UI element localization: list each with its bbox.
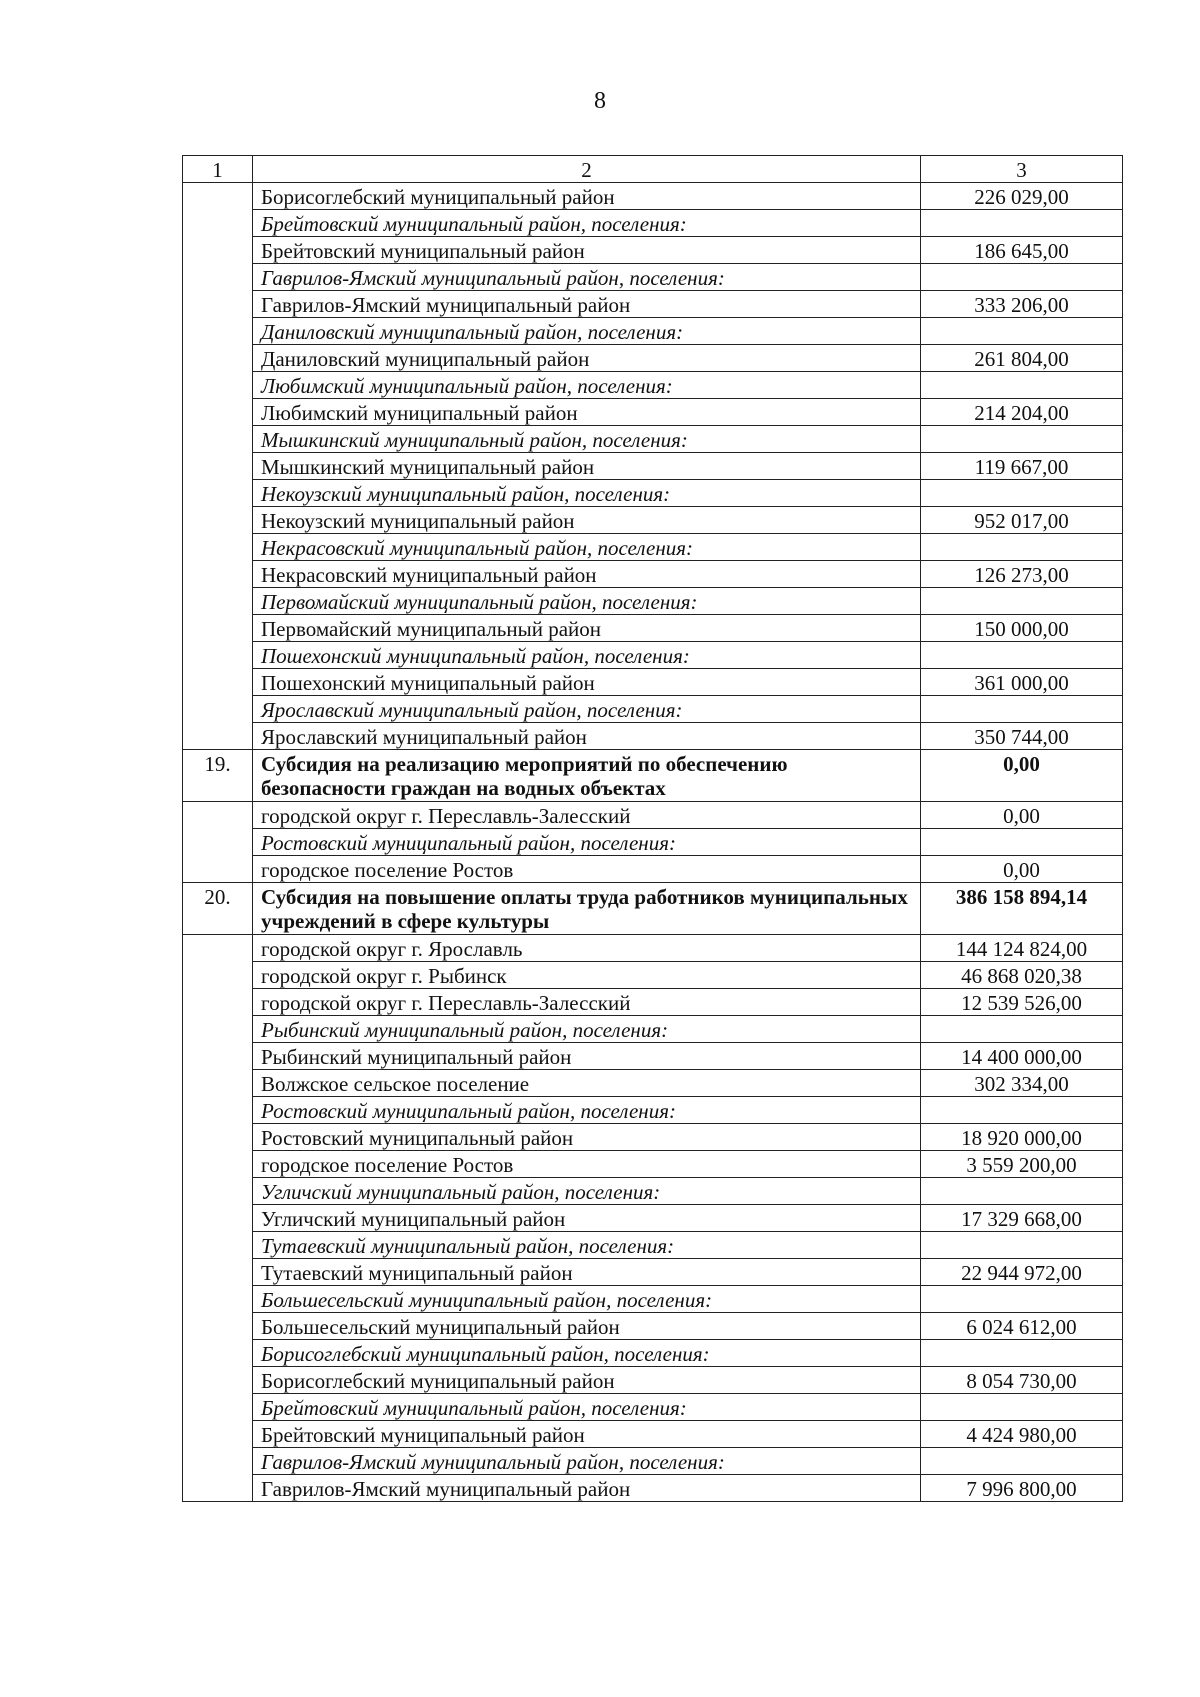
row-number (183, 534, 253, 561)
row-description: Брейтовский муниципальный район (253, 237, 921, 264)
subheading-row (183, 534, 1123, 561)
row-description: Угличский муниципальный район (253, 1205, 921, 1232)
row-number (183, 210, 253, 237)
subheading-row (183, 1448, 1123, 1475)
row-amount: 12 539 526,00 (921, 989, 1123, 1016)
table-row (183, 935, 1123, 962)
table-row (183, 802, 1123, 829)
table-row (183, 507, 1123, 534)
row-amount: 119 667,00 (921, 453, 1123, 480)
row-amount: 144 124 824,00 (921, 935, 1123, 962)
row-number: 19. (183, 750, 253, 802)
row-number (183, 1448, 253, 1475)
row-description: Пошехонский муниципальный район (253, 669, 921, 696)
header-col-2: 2 (253, 156, 921, 183)
table-row (183, 615, 1123, 642)
row-number (183, 507, 253, 534)
row-amount (921, 829, 1123, 856)
row-number (183, 1286, 253, 1313)
subheading-row (183, 318, 1123, 345)
district-subheading: Любимский муниципальный район, поселения: (253, 372, 921, 399)
row-number (183, 1178, 253, 1205)
row-description: Субсидия на реализацию мероприятий по обеспечению безопасности граждан на водных объектах (253, 750, 921, 802)
table-row (183, 1313, 1123, 1340)
table-row (183, 453, 1123, 480)
row-number (183, 1421, 253, 1448)
subheading-row (183, 588, 1123, 615)
subheading-row (183, 829, 1123, 856)
row-description: Борисоглебский муниципальный район (253, 183, 921, 210)
row-amount: 226 029,00 (921, 183, 1123, 210)
row-number (183, 1340, 253, 1367)
subheading-row (183, 1178, 1123, 1205)
row-number (183, 1394, 253, 1421)
table-row (183, 669, 1123, 696)
table-row (183, 1151, 1123, 1178)
row-amount: 150 000,00 (921, 615, 1123, 642)
row-amount: 261 804,00 (921, 345, 1123, 372)
row-number (183, 696, 253, 723)
row-number (183, 561, 253, 588)
district-subheading: Пошехонский муниципальный район, поселения: (253, 642, 921, 669)
row-amount (921, 696, 1123, 723)
header-col-1: 1 (183, 156, 253, 183)
table-row (183, 561, 1123, 588)
row-number (183, 1016, 253, 1043)
row-description: Первомайский муниципальный район (253, 615, 921, 642)
row-number (183, 453, 253, 480)
row-amount: 386 158 894,14 (921, 883, 1123, 935)
row-number (183, 642, 253, 669)
row-description: Даниловский муниципальный район (253, 345, 921, 372)
row-amount (921, 1286, 1123, 1313)
row-description: городской округ г. Ярославль (253, 935, 921, 962)
table-row (183, 1205, 1123, 1232)
row-number (183, 588, 253, 615)
district-subheading: Ярославский муниципальный район, поселения: (253, 696, 921, 723)
row-description: Ярославский муниципальный район (253, 723, 921, 750)
table-row (183, 1043, 1123, 1070)
district-subheading: Тутаевский муниципальный район, поселения: (253, 1232, 921, 1259)
row-description: Гаврилов-Ямский муниципальный район (253, 1475, 921, 1502)
district-subheading: Гаврилов-Ямский муниципальный район, поселения: (253, 1448, 921, 1475)
row-amount: 4 424 980,00 (921, 1421, 1123, 1448)
row-amount: 22 944 972,00 (921, 1259, 1123, 1286)
subheading-row (183, 1097, 1123, 1124)
table-row (183, 399, 1123, 426)
row-amount: 350 744,00 (921, 723, 1123, 750)
row-number (183, 615, 253, 642)
row-amount: 214 204,00 (921, 399, 1123, 426)
subheading-row (183, 696, 1123, 723)
table-row (183, 237, 1123, 264)
row-number (183, 372, 253, 399)
row-amount (921, 372, 1123, 399)
row-amount (921, 588, 1123, 615)
subsidy-table (182, 155, 1123, 1502)
row-amount (921, 264, 1123, 291)
district-subheading: Ростовский муниципальный район, поселения: (253, 1097, 921, 1124)
row-number (183, 1313, 253, 1340)
table-row (183, 962, 1123, 989)
subheading-row (183, 1394, 1123, 1421)
district-subheading: Некрасовский муниципальный район, поселения: (253, 534, 921, 561)
district-subheading: Угличский муниципальный район, поселения: (253, 1178, 921, 1205)
row-number (183, 1070, 253, 1097)
row-number (183, 723, 253, 750)
row-amount (921, 1016, 1123, 1043)
row-amount: 18 920 000,00 (921, 1124, 1123, 1151)
row-amount (921, 480, 1123, 507)
table-row (183, 856, 1123, 883)
row-amount: 361 000,00 (921, 669, 1123, 696)
table-row (183, 1124, 1123, 1151)
row-number (183, 1124, 253, 1151)
row-amount (921, 642, 1123, 669)
subheading-row (183, 1016, 1123, 1043)
row-number (183, 1151, 253, 1178)
row-description: Любимский муниципальный район (253, 399, 921, 426)
row-number (183, 1475, 253, 1502)
row-description: Мышкинский муниципальный район (253, 453, 921, 480)
row-amount: 0,00 (921, 856, 1123, 883)
row-amount: 186 645,00 (921, 237, 1123, 264)
row-amount: 7 996 800,00 (921, 1475, 1123, 1502)
subheading-row (183, 426, 1123, 453)
table-row (183, 1421, 1123, 1448)
row-number (183, 1205, 253, 1232)
district-subheading: Мышкинский муниципальный район, поселения: (253, 426, 921, 453)
row-amount (921, 534, 1123, 561)
subheading-row (183, 210, 1123, 237)
row-number (183, 426, 253, 453)
district-subheading: Борисоглебский муниципальный район, поселения: (253, 1340, 921, 1367)
row-amount (921, 1340, 1123, 1367)
page-number: 8 (594, 88, 606, 114)
subheading-row (183, 1286, 1123, 1313)
row-description: городской округ г. Переславль-Залесский (253, 802, 921, 829)
row-number (183, 1367, 253, 1394)
district-subheading: Рыбинский муниципальный район, поселения: (253, 1016, 921, 1043)
row-number (183, 962, 253, 989)
subheading-row (183, 480, 1123, 507)
row-amount: 14 400 000,00 (921, 1043, 1123, 1070)
row-amount: 8 054 730,00 (921, 1367, 1123, 1394)
row-amount (921, 1448, 1123, 1475)
row-description: Борисоглебский муниципальный район (253, 1367, 921, 1394)
row-description: Субсидия на повышение оплаты труда работников муниципальных учреждений в сфере культуры (253, 883, 921, 935)
row-number (183, 1232, 253, 1259)
row-number (183, 989, 253, 1016)
row-amount: 333 206,00 (921, 291, 1123, 318)
row-description: Гаврилов-Ямский муниципальный район (253, 291, 921, 318)
header-col-3: 3 (921, 156, 1123, 183)
row-number (183, 669, 253, 696)
row-number (183, 345, 253, 372)
row-description: Волжское сельское поселение (253, 1070, 921, 1097)
row-amount: 46 868 020,38 (921, 962, 1123, 989)
table-row (183, 723, 1123, 750)
row-number (183, 829, 253, 856)
row-amount: 952 017,00 (921, 507, 1123, 534)
section-row (183, 883, 1123, 935)
district-subheading: Большесельский муниципальный район, поселения: (253, 1286, 921, 1313)
row-description: Некрасовский муниципальный район (253, 561, 921, 588)
row-number (183, 480, 253, 507)
row-description: Ростовский муниципальный район (253, 1124, 921, 1151)
row-number (183, 1259, 253, 1286)
row-amount: 0,00 (921, 750, 1123, 802)
row-amount: 3 559 200,00 (921, 1151, 1123, 1178)
row-amount (921, 1394, 1123, 1421)
table-row (183, 1475, 1123, 1502)
table-row (183, 291, 1123, 318)
row-number (183, 183, 253, 210)
district-subheading: Некоузский муниципальный район, поселения: (253, 480, 921, 507)
row-description: Рыбинский муниципальный район (253, 1043, 921, 1070)
table-row (183, 1367, 1123, 1394)
row-amount: 17 329 668,00 (921, 1205, 1123, 1232)
row-description: городской округ г. Переславль-Залесский (253, 989, 921, 1016)
row-number (183, 1043, 253, 1070)
table-body (183, 183, 1123, 1502)
row-number (183, 237, 253, 264)
row-number (183, 318, 253, 345)
subheading-row (183, 264, 1123, 291)
district-subheading: Даниловский муниципальный район, поселения: (253, 318, 921, 345)
row-amount: 302 334,00 (921, 1070, 1123, 1097)
row-description: Тутаевский муниципальный район (253, 1259, 921, 1286)
row-amount: 0,00 (921, 802, 1123, 829)
row-number (183, 1097, 253, 1124)
table-row (183, 989, 1123, 1016)
subheading-row (183, 372, 1123, 399)
table-row (183, 345, 1123, 372)
row-number (183, 291, 253, 318)
row-description: городское поселение Ростов (253, 1151, 921, 1178)
row-description: Брейтовский муниципальный район (253, 1421, 921, 1448)
row-description: Большесельский муниципальный район (253, 1313, 921, 1340)
table-row (183, 183, 1123, 210)
row-amount: 6 024 612,00 (921, 1313, 1123, 1340)
row-description: городское поселение Ростов (253, 856, 921, 883)
table-header-row (183, 156, 1123, 183)
row-amount: 126 273,00 (921, 561, 1123, 588)
subheading-row (183, 1340, 1123, 1367)
row-number (183, 935, 253, 962)
table-row (183, 1070, 1123, 1097)
row-amount (921, 1097, 1123, 1124)
row-number (183, 399, 253, 426)
district-subheading: Брейтовский муниципальный район, поселения: (253, 210, 921, 237)
district-subheading: Гаврилов-Ямский муниципальный район, поселения: (253, 264, 921, 291)
row-number (183, 856, 253, 883)
subheading-row (183, 642, 1123, 669)
table-row (183, 1259, 1123, 1286)
row-amount (921, 1178, 1123, 1205)
row-amount (921, 426, 1123, 453)
section-row (183, 750, 1123, 802)
row-number: 20. (183, 883, 253, 935)
row-description: городской округ г. Рыбинск (253, 962, 921, 989)
row-amount (921, 318, 1123, 345)
row-number (183, 264, 253, 291)
subheading-row (183, 1232, 1123, 1259)
district-subheading: Брейтовский муниципальный район, поселения: (253, 1394, 921, 1421)
district-subheading: Первомайский муниципальный район, поселения: (253, 588, 921, 615)
row-number (183, 802, 253, 829)
district-subheading: Ростовский муниципальный район, поселения: (253, 829, 921, 856)
row-amount (921, 210, 1123, 237)
row-description: Некоузский муниципальный район (253, 507, 921, 534)
row-amount (921, 1232, 1123, 1259)
